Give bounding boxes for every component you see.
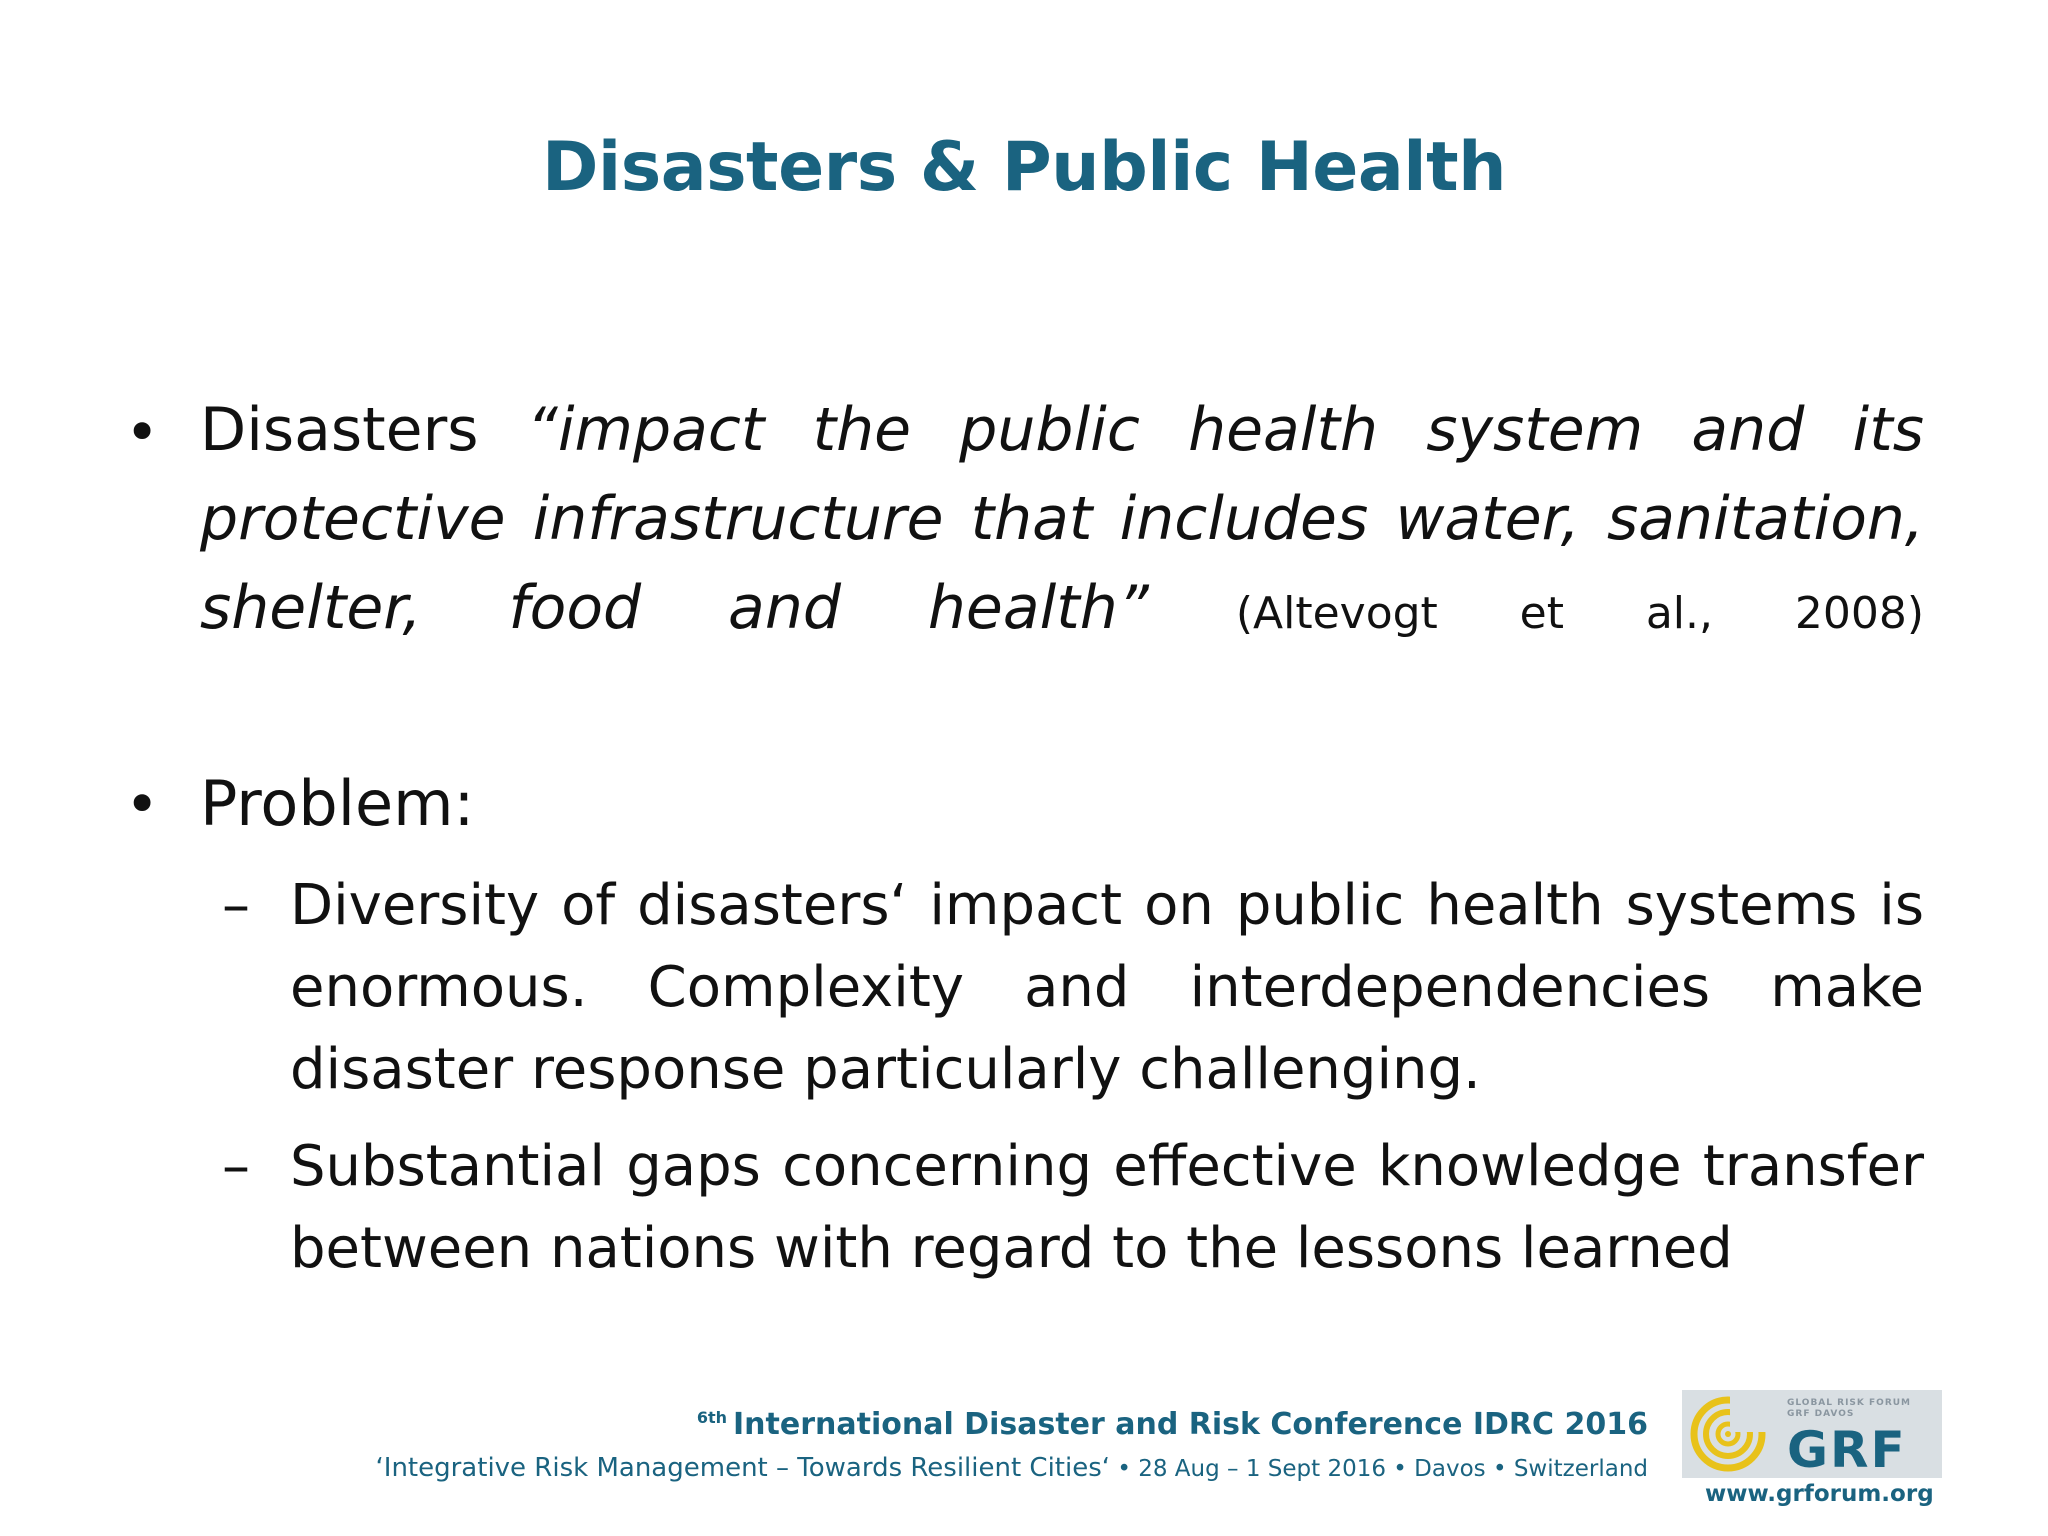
conference-subtitle-line	[376, 1448, 1648, 1489]
grf-logo	[1682, 1390, 1942, 1478]
conference-ordinal: 6th	[696, 1408, 728, 1427]
bullet-1-line-3	[200, 564, 1924, 658]
bullet-1-line-1	[200, 386, 1924, 475]
sub-1-line-3: disaster response particularly challenging.	[290, 1037, 1481, 1102]
slide-title: Disasters & Public Health	[541, 128, 1507, 207]
conference-footer	[376, 1395, 1648, 1489]
logo-small-text-2: GRF DAVOS	[1787, 1409, 1855, 1419]
bullet-1-quote-part-1: “impact the public health system and its	[526, 395, 1924, 465]
bullet-1-quote-part-2: protective infrastructure that includes water, sanitation,	[200, 484, 1924, 554]
conference-title: International Disaster and Risk Conference IDRC 2016	[733, 1407, 1648, 1442]
grf-rings-icon	[1690, 1396, 1766, 1472]
conference-details: • 28 Aug – 1 Sept 2016 • Davos • Switzerland	[1110, 1456, 1648, 1482]
logo-small-text-1: GLOBAL RISK FORUM	[1787, 1398, 1912, 1408]
bullet-marker: •	[125, 770, 160, 838]
bullet-1-citation: (Altevogt et al., 2008)	[1235, 588, 1924, 639]
conference-title-line	[376, 1395, 1648, 1448]
bullet-1-lead: Disasters	[200, 395, 479, 465]
bullet-2-label: Problem:	[200, 767, 475, 840]
dash-marker: –	[222, 873, 250, 938]
conference-subtitle: ‘Integrative Risk Management – Towards Resilient Cities‘	[375, 1453, 1111, 1483]
bullet-1-quote-part-3: shelter, food and health”	[200, 573, 1149, 643]
sub-2-line-1: Substantial gaps concerning effective knowledge transfer	[290, 1134, 1924, 1199]
logo-letters: GRF	[1787, 1421, 1907, 1479]
dash-marker: –	[222, 1134, 250, 1199]
website-url[interactable]: www.grforum.org	[1705, 1481, 1934, 1507]
bullet-marker: •	[125, 398, 160, 466]
sub-1-line-2: enormous. Complexity and interdependencies make	[290, 955, 1924, 1020]
sub-1-line-1: Diversity of disasters‘ impact on public health systems is	[290, 873, 1924, 938]
sub-2-line-2: between nations with regard to the lessons learned	[290, 1216, 1733, 1281]
logo-small-text	[1787, 1398, 1911, 1420]
